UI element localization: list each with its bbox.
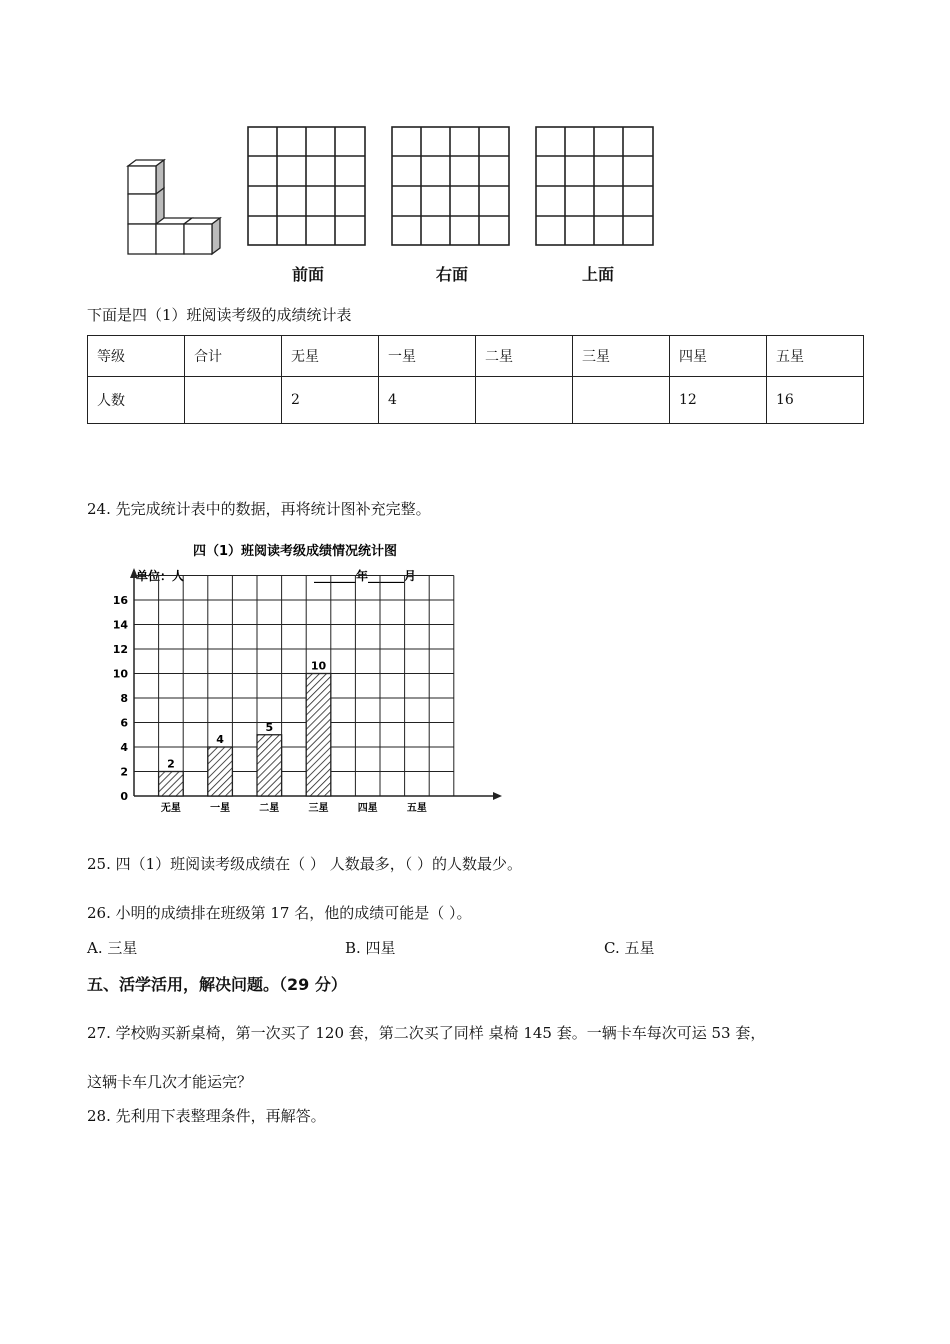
- table-cell: 无星: [282, 336, 379, 377]
- front-view-label: 前面: [292, 265, 325, 284]
- cube-figure: [118, 158, 230, 258]
- table-cell: 人数: [88, 377, 185, 424]
- bar-value-label: 2: [167, 757, 175, 771]
- y-tick-label: 16: [112, 594, 128, 607]
- table-cell: 五星: [767, 336, 864, 377]
- x-tick-label: 四星: [357, 803, 378, 814]
- question-25: 25. 四（1）班阅读考级成绩在（ ） 人数最多，（ ）的人数最少。: [87, 855, 522, 873]
- table-header-row: [88, 336, 864, 377]
- x-tick-label: 一星: [210, 803, 231, 814]
- table-cell: [573, 377, 670, 424]
- right-view-grid: [391, 126, 511, 247]
- x-axis-arrow: [493, 792, 502, 800]
- bar: [159, 772, 184, 797]
- table-cell: 2: [282, 377, 379, 424]
- table-cell: 12: [670, 377, 767, 424]
- y-tick-label: 12: [112, 643, 128, 656]
- chart-unit-label: 单位：人: [136, 569, 185, 583]
- bar: [257, 735, 282, 796]
- table-cell: [476, 377, 573, 424]
- table-cell: 四星: [670, 336, 767, 377]
- question-27-line1: 27. 学校购买新桌椅，第一次买了 120 套，第二次买了同样 桌椅 145 套。一辆卡车每次可运 53 套，: [87, 1024, 766, 1042]
- chart-date-label: _______年______月: [314, 569, 417, 583]
- question-26: 26. 小明的成绩排在班级第 17 名，他的成绩可能是（ ）。: [87, 904, 472, 922]
- table-cell: 三星: [573, 336, 670, 377]
- table-cell: 一星: [379, 336, 476, 377]
- section-five-heading: 五、活学活用，解决问题。（29 分）: [87, 975, 347, 994]
- y-tick-label: 6: [120, 716, 128, 730]
- bar: [208, 747, 233, 796]
- table-cell: [185, 377, 282, 424]
- x-tick-label: 三星: [308, 803, 329, 814]
- grade-table: [87, 335, 864, 424]
- bar-value-label: 4: [216, 733, 224, 746]
- table-cell: 等级: [88, 336, 185, 377]
- question-27-line2: 这辆卡车几次才能运完？: [87, 1073, 253, 1091]
- x-tick-label: 五星: [406, 803, 427, 814]
- y-tick-label: 14: [112, 618, 128, 632]
- top-view-label: 上面: [582, 265, 615, 284]
- y-tick-label: 4: [120, 741, 128, 754]
- top-view-grid: [535, 126, 655, 247]
- y-tick-label: 8: [120, 692, 128, 705]
- table-cell: 4: [379, 377, 476, 424]
- table-cell: 16: [767, 377, 864, 424]
- x-tick-label: 二星: [259, 803, 280, 814]
- right-view-label: 右面: [436, 265, 469, 284]
- bar-value-label: 5: [265, 720, 274, 734]
- table-intro: 下面是四（1）班阅读考级的成绩统计表: [87, 306, 352, 324]
- question-28: 28. 先利用下表整理条件，再解答。: [87, 1107, 326, 1125]
- front-view-grid: [247, 126, 367, 247]
- chart-title: 四（1）班阅读考级成绩情况统计图: [193, 544, 398, 559]
- table-cell: 二星: [476, 336, 573, 377]
- table-cell: 合计: [185, 336, 282, 377]
- question-24: 24. 先完成统计表中的数据，再将统计图补充完整。: [87, 500, 431, 518]
- y-tick-label: 0: [120, 790, 128, 803]
- option-a: A. 三星: [87, 939, 138, 957]
- y-tick-label: 10: [112, 667, 128, 681]
- option-c: C. 五星: [604, 939, 655, 957]
- bar-chart: [110, 536, 510, 816]
- table-row: [88, 377, 864, 424]
- x-tick-label: 无星: [160, 803, 181, 814]
- bar: [306, 674, 331, 797]
- option-b: B. 四星: [345, 939, 396, 957]
- y-tick-label: 2: [120, 765, 128, 779]
- bar-value-label: 10: [310, 659, 327, 673]
